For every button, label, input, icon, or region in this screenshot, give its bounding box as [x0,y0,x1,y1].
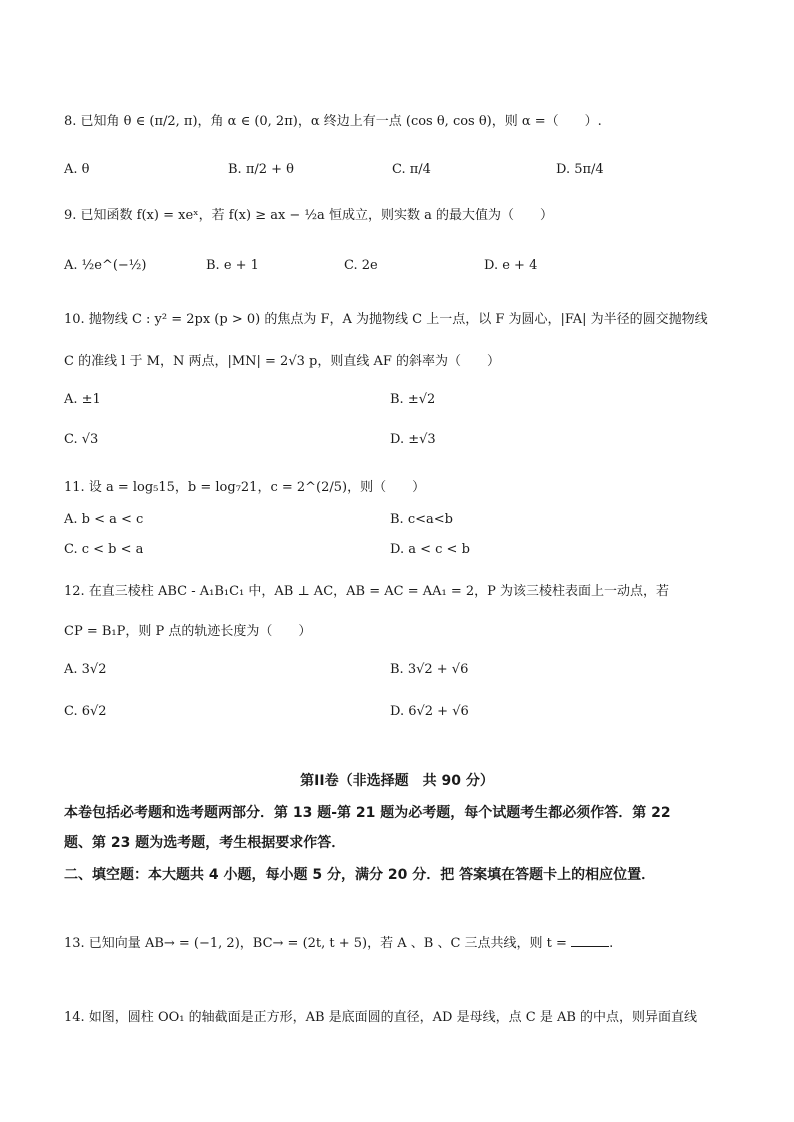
section-2-intro-line2: 题、第 23 题为选考题，考生根据要求作答． [64,835,346,851]
question-10-stem-line2: C 的准线 l 于 M，N 两点，|MN| = 2√3 p，则直线 AF 的斜率为（ ） [64,354,501,369]
section-2-intro-line1: 本卷包括必考题和选考题两部分．第 13 题-第 21 题为必考题，每个试题考生都必须作答．第 22 [64,805,671,821]
question-10-option-b: B. ±√2 [390,392,436,407]
question-9-option-d: D. e + 4 [484,258,538,273]
question-8-option-a: A. θ [64,162,90,177]
question-12-stem-line1: 12. 在直三棱柱 ABC - A₁B₁C₁ 中，AB ⊥ AC，AB = AC = AA₁ = 2，P 为该三棱柱表面上一动点，若 [64,584,670,599]
fill-in-heading: 二、填空题：本大题共 4 小题，每小题 5 分，满分 20 分．把 答案填在答题卡上的相应位置． [64,867,656,883]
question-11-option-b: B. c<a<b [390,512,453,527]
question-12-option-a: A. 3√2 [64,662,107,677]
question-13-stem [64,932,613,951]
question-9-option-a: A. ½e^(−½) [64,258,147,273]
question-13-text: 13. 已知向量 AB→ = (−1, 2)，BC→ = (2t, t + 5)，若 A 、B 、C 三点共线，则 t = [64,936,567,951]
question-13-period: . [609,936,614,951]
question-12-option-d: D. 6√2 + √6 [390,704,469,719]
answer-blank [571,934,609,947]
question-10-option-c: C. √3 [64,432,99,447]
question-11-option-c: C. c < b < a [64,542,144,557]
question-11-stem: 11. 设 a = log₅15，b = log₇21，c = 2^(2/5)，则（ ） [64,480,426,495]
section-2-title: 第II卷（非选择题 共 90 分） [300,773,494,789]
question-14-stem: 14. 如图，圆柱 OO₁ 的轴截面是正方形，AB 是底面圆的直径，AD 是母线，点 C 是 AB 的中点，则异面直线 [64,1010,698,1025]
question-11-option-a: A. b < a < c [64,512,144,527]
question-9-option-c: C. 2e [344,258,378,273]
question-9-stem: 9. 已知函数 f(x) = xeˣ，若 f(x) ≥ ax − ½a 恒成立，则实数 a 的最大值为（ ） [64,208,553,223]
question-10-option-d: D. ±√3 [390,432,436,447]
question-8-option-d: D. 5π/4 [556,162,604,177]
question-12-stem-line2: CP = B₁P，则 P 点的轨迹长度为（ ） [64,624,312,639]
question-8-option-c: C. π/4 [392,162,431,177]
question-12-option-c: C. 6√2 [64,704,107,719]
question-11-option-d: D. a < c < b [390,542,470,557]
question-9-option-b: B. e + 1 [206,258,259,273]
question-10-option-a: A. ±1 [64,392,101,407]
question-8-option-b: B. π/2 + θ [228,162,294,177]
question-12-option-b: B. 3√2 + √6 [390,662,469,677]
question-10-stem-line1: 10. 抛物线 C : y² = 2px (p > 0) 的焦点为 F，A 为抛物线 C 上一点，以 F 为圆心，|FA| 为半径的圆交抛物线 [64,312,708,327]
question-8-stem: 8. 已知角 θ ∈ (π/2, π)，角 α ∈ (0, 2π)，α 终边上有一点 (cos θ, cos θ)，则 α =（ ）. [64,114,602,129]
